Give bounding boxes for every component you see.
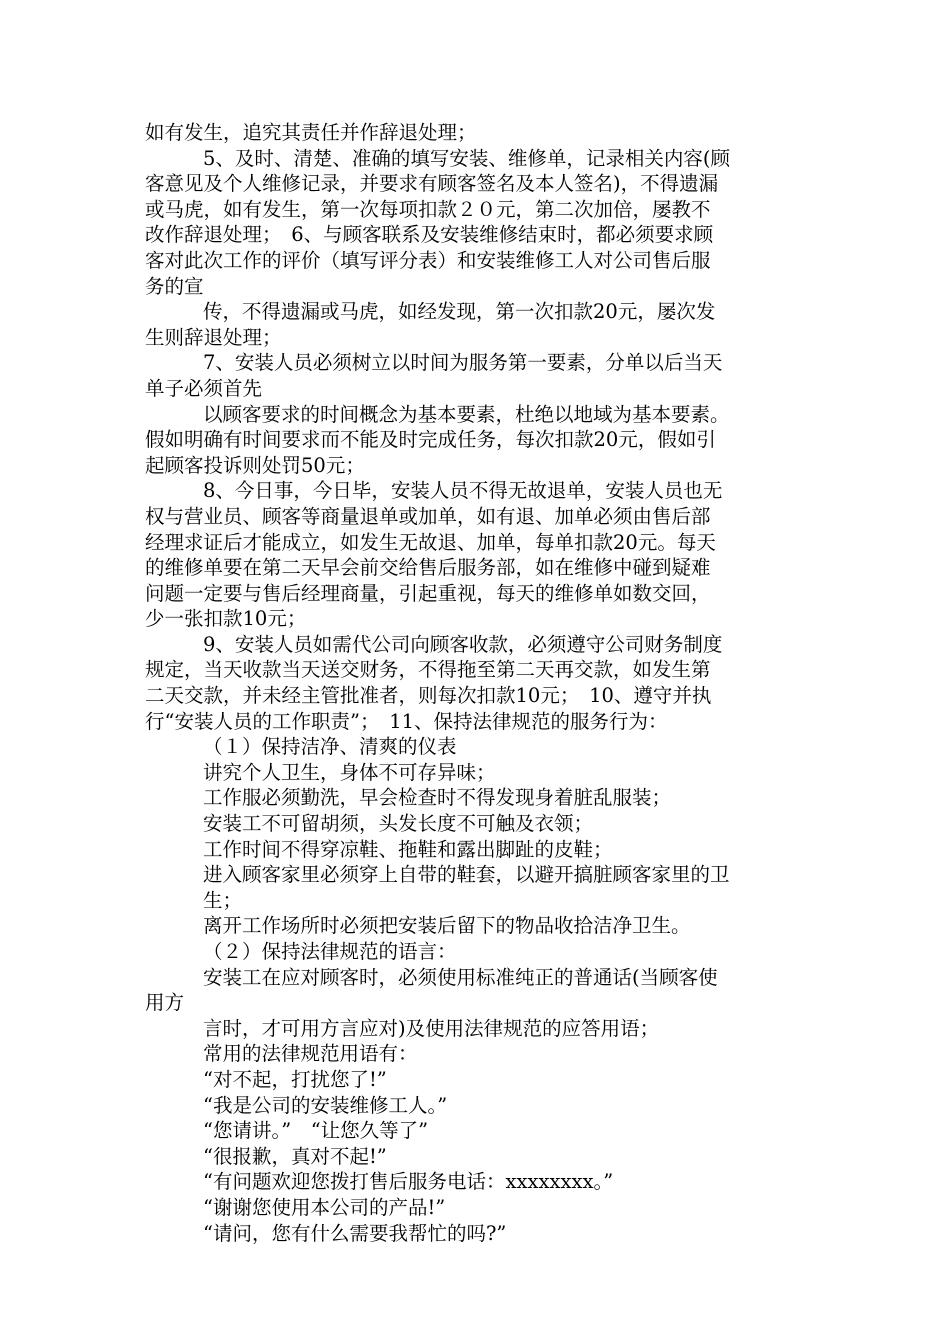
text-line: “很报歉，真对不起!” xyxy=(203,1144,387,1168)
text-line: 的维修单要在第二天早会前交给售后服务部，如在维修中碰到疑难 xyxy=(145,556,711,580)
text-line: “对不起，打扰您了!” xyxy=(203,1067,387,1091)
text-line: 工作服必须勤洗，早会检查时不得发现身着脏乱服装； xyxy=(203,786,672,810)
text-line: （２）保持法律规范的语言： xyxy=(203,940,457,963)
text-line: 9、安装人员如需代公司向顾客收款，必须遵守公司财务制度 xyxy=(203,632,723,656)
text-line: 问题一定要与售后经理商量，引起重视，每天的维修单如数交回， xyxy=(145,581,711,605)
text-line: 二天交款，并未经主管批准者，则每次扣款10元； 10、遵守并执 xyxy=(145,684,712,708)
text-line: 权与营业员、顾客等商量退单或加单，如有退、加单必须由售后部 xyxy=(145,504,711,528)
text-line: 进入顾客家里必须穿上自带的鞋套，以避开搞脏顾客家里的卫 xyxy=(203,863,730,887)
text-line: 传，不得遗漏或马虎，如经发现，第一次扣款20元，屡次发 xyxy=(203,300,716,324)
text-line: 用方 xyxy=(145,991,185,1015)
text-line: 或马虎，如有发生，第一次每项扣款２０元，第二次加倍，屡教不 xyxy=(145,197,711,221)
text-line: 安装工不可留胡须，头发长度不可触及衣领； xyxy=(203,812,594,836)
text-line: “有问题欢迎您拨打售后服务电话：xxxxxxxx。” xyxy=(203,1170,614,1194)
text-line: 以顾客要求的时间概念为基本要素，杜绝以地域为基本要素。 xyxy=(203,402,730,426)
text-line: 离开工作场所时必须把安装后留下的物品收拾洁净卫生。 xyxy=(203,914,691,938)
text-line: 规定，当天收款当天送交财务，不得拖至第二天再交款，如发生第 xyxy=(145,658,711,682)
text-line: （１）保持洁净、清爽的仪表 xyxy=(203,735,457,759)
text-line: 少一张扣款10元； xyxy=(145,607,307,631)
text-line: 客意见及个人维修记录，并要求有顾客签名及本人签名)，不得遗漏 xyxy=(145,172,719,196)
text-line: 客对此次工作的评价（填写评分表）和安装维修工人对公司售后服 xyxy=(145,248,711,272)
text-line: 8、今日事，今日毕，安装人员不得无故退单，安装人员也无 xyxy=(203,479,723,503)
text-line: 改作辞退处理； 6、与顾客联系及安装维修结束时，都必须要求顾 xyxy=(145,223,714,247)
text-line: “谢谢您使用本公司的产品!” xyxy=(203,1195,446,1219)
text-line: “您请讲。” “让您久等了” xyxy=(203,1119,429,1143)
text-line: 言时，才可用方言应对)及使用法律规范的应答用语； xyxy=(203,1016,660,1040)
text-line: 安装工在应对顾客时，必须使用标准纯正的普通话(当顾客使 xyxy=(203,965,718,989)
text-line: 7、安装人员必须树立以时间为服务第一要素，分单以后当天 xyxy=(203,351,723,375)
document-body xyxy=(145,120,807,1246)
text-line: 单子必须首先 xyxy=(145,376,263,400)
text-line: 讲究个人卫生，身体不可存异味； xyxy=(203,760,496,784)
text-line: 生； xyxy=(203,888,243,912)
text-line: 常用的法律规范用语有： xyxy=(203,1042,418,1066)
text-line: 如有发生，追究其责任并作辞退处理； xyxy=(145,121,477,144)
text-line: 经理求证后才能成立，如发生无故退、加单，每单扣款20元。每天 xyxy=(145,530,716,554)
text-line: 5、及时、清楚、准确的填写安装、维修单，记录相关内容(顾 xyxy=(203,146,731,170)
text-line: 假如明确有时间要求而不能及时完成任务，每次扣款20元，假如引 xyxy=(145,428,716,452)
text-line: 工作时间不得穿凉鞋、拖鞋和露出脚趾的皮鞋； xyxy=(203,837,613,861)
text-line: 务的宣 xyxy=(145,274,204,298)
text-line: 生则辞退处理； xyxy=(145,325,282,349)
text-line: “我是公司的安装维修工人。” xyxy=(203,1093,448,1117)
text-line: 起顾客投诉则处罚50元； xyxy=(145,453,365,477)
text-line: “请问，您有什么需要我帮忙的吗?” xyxy=(203,1221,507,1245)
text-line: 行“安装人员的工作职责”； 11、保持法律规范的服务行为： xyxy=(145,709,668,733)
